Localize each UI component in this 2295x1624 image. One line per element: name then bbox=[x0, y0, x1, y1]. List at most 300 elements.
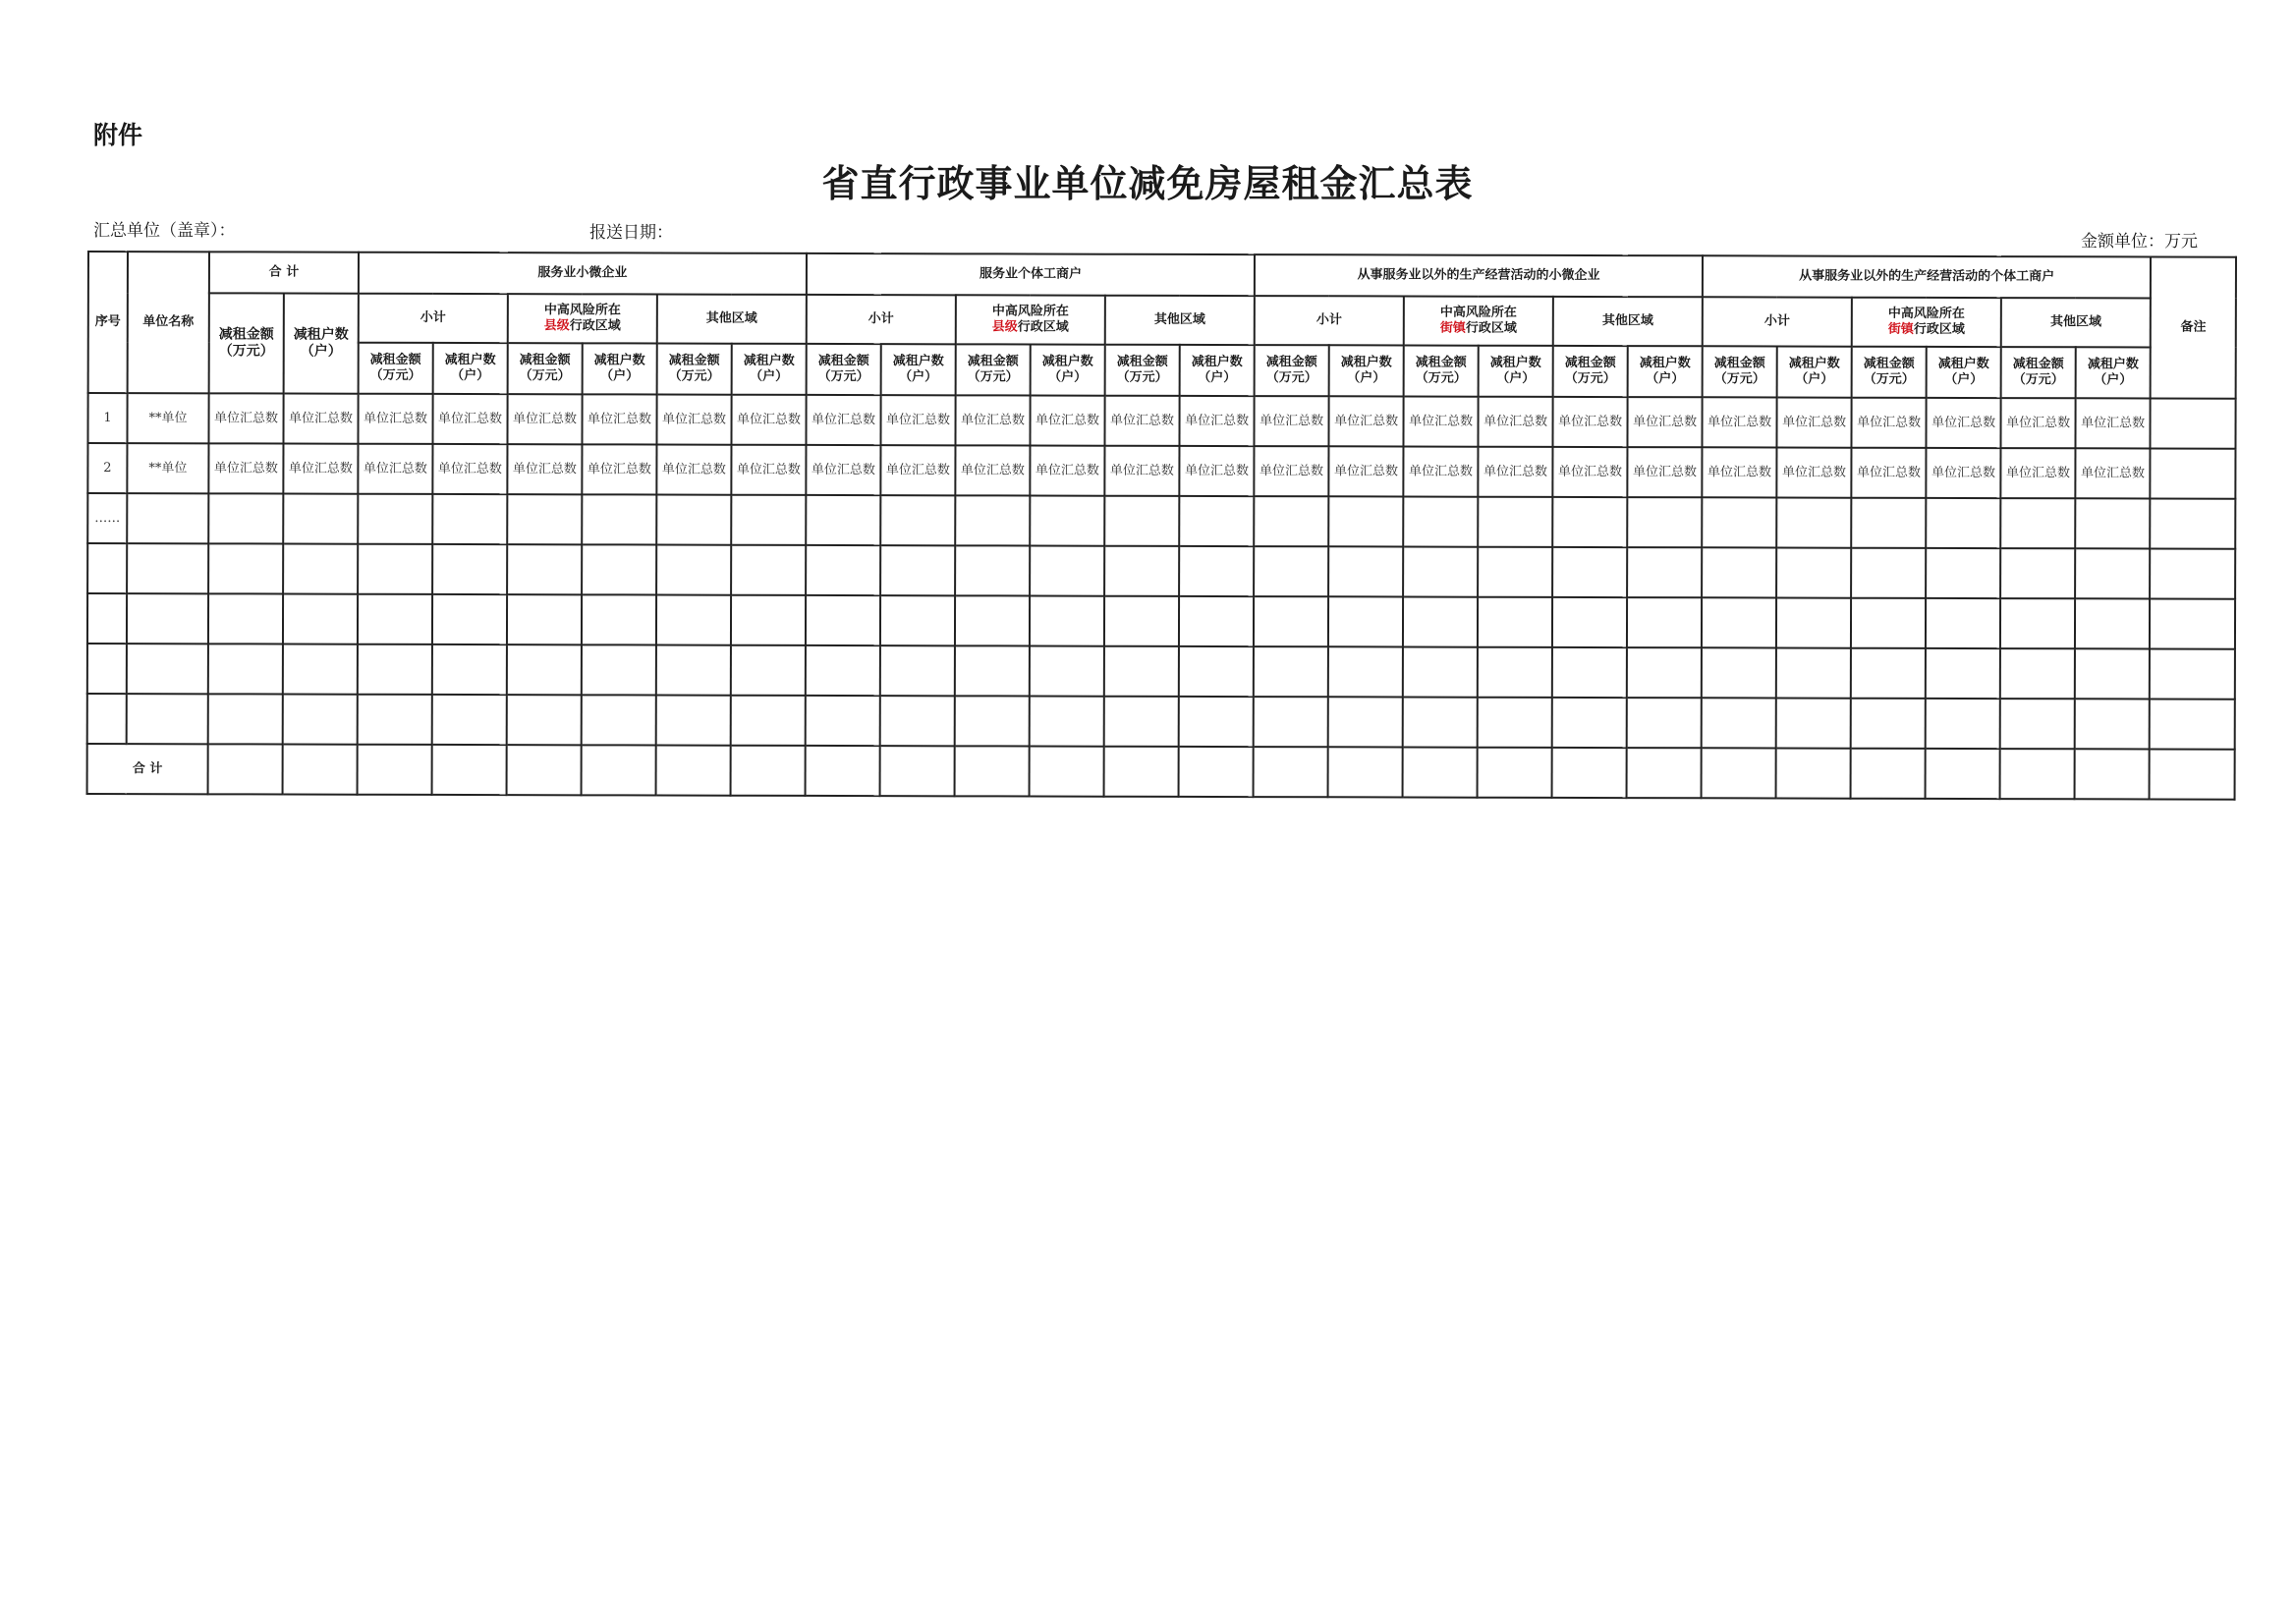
header-group-3: 从事服务业以外的生产经营活动的小微企业 bbox=[1255, 254, 1703, 297]
total-cell bbox=[283, 745, 358, 795]
data-cell: 单位汇总数 bbox=[1254, 446, 1328, 496]
total-cell bbox=[1254, 747, 1328, 797]
high-risk-level: 街镇 bbox=[1439, 320, 1466, 336]
data-cell: 单位汇总数 bbox=[731, 445, 806, 495]
data-cell bbox=[1851, 648, 1926, 699]
data-cell: 单位汇总数 bbox=[806, 445, 880, 495]
data-cell bbox=[1179, 596, 1254, 646]
data-cell bbox=[2000, 648, 2075, 699]
data-cell: 单位汇总数 bbox=[1404, 397, 1479, 447]
data-cell bbox=[358, 494, 432, 544]
data-cell bbox=[432, 594, 507, 644]
data-cell bbox=[208, 694, 283, 744]
header-subtotal-4: 小计 bbox=[1703, 297, 1852, 346]
total-cell bbox=[1926, 749, 2000, 799]
high-risk-prefix: 中高风险所在 bbox=[1887, 307, 1965, 322]
data-cell bbox=[1702, 497, 1776, 547]
row-remark bbox=[2151, 398, 2236, 448]
header-high-risk-4 bbox=[1852, 298, 2001, 347]
header-col-amount: 减租金额（万元） bbox=[807, 344, 881, 395]
row-unit-name bbox=[127, 593, 208, 644]
data-cell: 单位汇总数 bbox=[1926, 448, 2000, 498]
data-cell bbox=[1478, 547, 1552, 597]
data-cell bbox=[1702, 547, 1776, 597]
data-cell bbox=[1926, 699, 2000, 749]
data-cell bbox=[1328, 646, 1403, 697]
data-cell bbox=[283, 544, 358, 594]
data-cell bbox=[1403, 597, 1478, 647]
total-cell bbox=[1030, 747, 1104, 797]
data-cell bbox=[1030, 697, 1104, 747]
data-cell: 单位汇总数 bbox=[1255, 396, 1329, 446]
header-group-4: 从事服务业以外的生产经营活动的个体工商户 bbox=[1703, 255, 2151, 298]
data-cell bbox=[1403, 647, 1478, 698]
data-cell bbox=[208, 493, 283, 543]
data-cell: 单位汇总数 bbox=[1328, 446, 1403, 496]
data-cell bbox=[731, 645, 806, 696]
data-cell bbox=[507, 695, 582, 745]
header-total-count: 减租户数（户） bbox=[284, 294, 359, 394]
data-cell bbox=[806, 545, 880, 595]
total-cell bbox=[1478, 748, 1552, 798]
data-cell bbox=[1179, 496, 1254, 546]
header-other-4: 其他区域 bbox=[2001, 298, 2151, 347]
header-col-amount: 减租金额（万元） bbox=[1255, 345, 1329, 396]
data-cell: 单位汇总数 bbox=[1030, 396, 1104, 446]
row-seq bbox=[87, 644, 127, 694]
data-cell bbox=[2000, 699, 2075, 749]
data-cell bbox=[432, 494, 507, 544]
data-cell bbox=[955, 495, 1030, 545]
high-risk-prefix: 中高风险所在 bbox=[991, 304, 1069, 320]
data-cell bbox=[2000, 498, 2075, 548]
data-cell: 单位汇总数 bbox=[208, 393, 283, 443]
row-remark bbox=[2150, 648, 2235, 699]
data-cell bbox=[507, 644, 582, 695]
high-risk-suffix: 行政区域 bbox=[569, 318, 621, 334]
row-remark bbox=[2150, 598, 2235, 648]
data-cell bbox=[1552, 698, 1627, 748]
row-remark bbox=[2150, 498, 2235, 548]
data-cell bbox=[1104, 596, 1179, 646]
data-cell: 单位汇总数 bbox=[1627, 447, 1702, 497]
data-cell bbox=[1328, 546, 1403, 596]
table-row bbox=[87, 393, 2235, 449]
data-cell bbox=[880, 645, 955, 696]
data-cell bbox=[1926, 498, 2000, 548]
high-risk-level: 县级 bbox=[991, 319, 1018, 335]
data-cell bbox=[1627, 547, 1702, 597]
table-row bbox=[87, 543, 2235, 599]
data-cell bbox=[507, 494, 582, 544]
data-cell bbox=[1179, 546, 1254, 596]
data-cell bbox=[656, 495, 731, 545]
high-risk-level: 县级 bbox=[543, 318, 570, 334]
header-col-amount: 减租金额（万元） bbox=[1703, 346, 1777, 397]
header-high-risk-2 bbox=[956, 295, 1105, 344]
total-cell bbox=[1552, 748, 1627, 798]
data-cell bbox=[1552, 597, 1627, 647]
data-cell bbox=[582, 594, 656, 644]
header-col-count: 减租户数（户） bbox=[1479, 346, 1553, 397]
data-cell bbox=[731, 545, 806, 595]
header-total-amount: 减租金额（万元） bbox=[209, 293, 284, 393]
data-cell: 单位汇总数 bbox=[1702, 447, 1776, 497]
header-subtotal-1: 小计 bbox=[359, 294, 508, 343]
data-cell bbox=[1627, 698, 1702, 748]
data-cell bbox=[582, 494, 656, 544]
header-col-amount: 减租金额（万元） bbox=[1852, 347, 1927, 398]
data-cell bbox=[955, 545, 1030, 595]
high-risk-suffix: 行政区域 bbox=[1465, 320, 1517, 336]
data-cell: 单位汇总数 bbox=[731, 395, 806, 445]
data-cell bbox=[1104, 546, 1179, 596]
data-cell bbox=[2075, 498, 2150, 548]
data-cell bbox=[2075, 699, 2150, 749]
data-cell bbox=[208, 543, 283, 593]
data-cell: 单位汇总数 bbox=[1329, 396, 1404, 446]
data-cell bbox=[1776, 598, 1851, 648]
data-cell bbox=[1403, 547, 1478, 597]
data-cell bbox=[582, 544, 656, 594]
data-cell: 单位汇总数 bbox=[656, 445, 731, 495]
data-cell bbox=[1030, 646, 1104, 697]
data-cell bbox=[1478, 698, 1552, 748]
data-cell bbox=[358, 544, 432, 594]
data-cell bbox=[880, 696, 955, 746]
header-col-amount: 减租金额（万元） bbox=[956, 344, 1031, 395]
data-cell: 单位汇总数 bbox=[880, 395, 955, 445]
header-high-risk-1 bbox=[508, 294, 657, 343]
data-cell bbox=[1328, 596, 1403, 646]
total-cell bbox=[955, 746, 1030, 796]
table-row bbox=[87, 593, 2235, 649]
data-cell: 单位汇总数 bbox=[1852, 398, 1927, 448]
data-cell: 单位汇总数 bbox=[1703, 397, 1777, 447]
high-risk-suffix: 行政区域 bbox=[1017, 319, 1069, 335]
data-cell bbox=[358, 594, 432, 644]
row-unit-name bbox=[127, 644, 208, 694]
total-cell bbox=[2000, 749, 2075, 799]
data-cell: 单位汇总数 bbox=[2000, 448, 2075, 498]
data-cell bbox=[283, 695, 358, 745]
header-other-2: 其他区域 bbox=[1105, 296, 1255, 345]
data-cell: 单位汇总数 bbox=[358, 394, 432, 444]
data-cell bbox=[2075, 548, 2150, 598]
header-col-amount: 减租金额（万元） bbox=[1105, 345, 1180, 396]
data-cell bbox=[955, 696, 1030, 746]
data-cell: 单位汇总数 bbox=[2076, 398, 2151, 448]
unit-label: 金额单位：万元 bbox=[2081, 232, 2198, 252]
data-cell bbox=[955, 595, 1030, 645]
rent-reduction-table bbox=[86, 251, 2238, 801]
data-cell bbox=[358, 644, 432, 695]
row-unit-name bbox=[127, 493, 208, 543]
data-cell bbox=[1478, 597, 1552, 647]
total-cell bbox=[1627, 748, 1702, 798]
data-cell bbox=[806, 696, 880, 746]
table-row bbox=[87, 694, 2235, 750]
header-col-count: 减租户数（户） bbox=[1927, 347, 2001, 398]
table-row bbox=[87, 493, 2235, 549]
high-risk-suffix: 行政区域 bbox=[1913, 321, 1965, 338]
high-risk-level: 街镇 bbox=[1887, 321, 1914, 337]
total-label: 合 计 bbox=[87, 744, 208, 794]
data-cell bbox=[1627, 647, 1702, 698]
date-label: 报送日期： bbox=[589, 223, 673, 243]
data-cell bbox=[507, 594, 582, 644]
data-cell bbox=[1552, 497, 1627, 547]
header-col-count: 减租户数（户） bbox=[1777, 347, 1852, 398]
header-col-amount: 减租金额（万元） bbox=[508, 343, 583, 394]
data-cell bbox=[358, 695, 432, 745]
header-other-1: 其他区域 bbox=[657, 295, 807, 344]
data-cell bbox=[2000, 548, 2075, 598]
header-group-2: 服务业个体工商户 bbox=[807, 253, 1255, 296]
data-cell bbox=[1403, 497, 1478, 547]
total-cell bbox=[1851, 749, 1926, 799]
header-remark: 备注 bbox=[2151, 256, 2236, 398]
data-cell: 单位汇总数 bbox=[1776, 448, 1851, 498]
data-cell bbox=[1851, 598, 1926, 648]
header-col-amount: 减租金额（万元） bbox=[2001, 347, 2076, 398]
data-cell bbox=[1926, 548, 2000, 598]
page-title: 省直行政事业单位减免房屋租金汇总表 bbox=[821, 161, 1474, 205]
data-cell: 单位汇总数 bbox=[955, 445, 1030, 495]
total-cell bbox=[432, 745, 507, 795]
row-seq: 1 bbox=[87, 393, 127, 443]
header-col-count: 减租户数（户） bbox=[1180, 345, 1255, 396]
total-cell bbox=[2075, 749, 2150, 799]
data-cell: 单位汇总数 bbox=[1030, 446, 1104, 496]
data-cell bbox=[1552, 647, 1627, 698]
data-cell: 单位汇总数 bbox=[283, 394, 358, 444]
data-cell bbox=[1179, 697, 1254, 747]
data-cell bbox=[1776, 548, 1851, 598]
row-seq bbox=[87, 694, 127, 744]
data-cell: 单位汇总数 bbox=[1777, 398, 1852, 448]
header-total: 合 计 bbox=[209, 252, 359, 293]
data-cell bbox=[432, 695, 507, 745]
header-seq: 序号 bbox=[88, 252, 128, 393]
data-cell: 单位汇总数 bbox=[582, 444, 656, 494]
total-cell bbox=[1776, 749, 1851, 799]
data-cell bbox=[1776, 699, 1851, 749]
data-cell bbox=[731, 595, 806, 645]
data-cell bbox=[806, 645, 880, 696]
total-cell bbox=[208, 744, 283, 794]
data-cell bbox=[1851, 498, 1926, 548]
data-cell: 单位汇总数 bbox=[955, 395, 1030, 445]
data-cell bbox=[1702, 647, 1776, 698]
data-cell: 单位汇总数 bbox=[432, 444, 507, 494]
data-cell bbox=[283, 594, 358, 644]
row-remark bbox=[2151, 448, 2236, 498]
header-col-count: 减租户数（户） bbox=[1329, 345, 1404, 396]
data-cell bbox=[1104, 646, 1179, 697]
total-cell bbox=[358, 745, 432, 795]
data-cell: 单位汇总数 bbox=[2001, 398, 2076, 448]
data-cell bbox=[1254, 546, 1328, 596]
header-col-count: 减租户数（户） bbox=[732, 344, 807, 395]
data-cell bbox=[1104, 496, 1179, 546]
data-cell: 单位汇总数 bbox=[1478, 447, 1552, 497]
data-cell: 单位汇总数 bbox=[2075, 448, 2150, 498]
header-col-count: 减租户数（户） bbox=[1628, 346, 1703, 397]
data-cell: 单位汇总数 bbox=[807, 395, 881, 445]
data-cell bbox=[1851, 548, 1926, 598]
data-cell bbox=[582, 644, 656, 695]
data-cell: 单位汇总数 bbox=[1628, 397, 1703, 447]
data-cell bbox=[1254, 697, 1328, 747]
row-remark bbox=[2150, 699, 2235, 749]
header-group-1: 服务业小微企业 bbox=[359, 252, 807, 295]
row-seq bbox=[87, 593, 127, 644]
header-col-amount: 减租金额（万元） bbox=[1553, 346, 1628, 397]
data-cell bbox=[283, 644, 358, 695]
row-remark bbox=[2150, 548, 2235, 598]
header-col-count: 减租户数（户） bbox=[2076, 347, 2151, 398]
data-cell: 单位汇总数 bbox=[1179, 396, 1254, 446]
data-cell bbox=[880, 545, 955, 595]
total-cell bbox=[1702, 748, 1776, 798]
data-cell bbox=[1403, 698, 1478, 748]
table-row bbox=[87, 644, 2235, 700]
total-cell bbox=[507, 745, 582, 795]
data-cell bbox=[1030, 546, 1104, 596]
data-cell bbox=[283, 494, 358, 544]
data-cell bbox=[1179, 646, 1254, 697]
header-subtotal-2: 小计 bbox=[807, 295, 956, 344]
data-cell bbox=[731, 696, 806, 746]
data-cell bbox=[955, 645, 1030, 696]
row-seq: 2 bbox=[87, 443, 127, 493]
data-cell: 单位汇总数 bbox=[1479, 397, 1553, 447]
data-cell: 单位汇总数 bbox=[1552, 447, 1627, 497]
data-cell bbox=[1627, 597, 1702, 647]
data-cell: 单位汇总数 bbox=[432, 394, 507, 444]
row-seq bbox=[87, 543, 127, 593]
data-cell bbox=[1851, 699, 1926, 749]
row-seq: …… bbox=[87, 493, 127, 543]
data-cell bbox=[880, 495, 955, 545]
data-cell: 单位汇总数 bbox=[656, 395, 731, 445]
data-cell: 单位汇总数 bbox=[1403, 447, 1478, 497]
header-col-amount: 减租金额（万元） bbox=[1404, 346, 1479, 397]
data-cell bbox=[1926, 598, 2000, 648]
data-cell: 单位汇总数 bbox=[1104, 446, 1179, 496]
total-cell bbox=[1179, 747, 1254, 797]
high-risk-prefix: 中高风险所在 bbox=[543, 303, 621, 318]
data-cell bbox=[432, 644, 507, 695]
data-cell bbox=[2075, 598, 2150, 648]
data-cell: 单位汇总数 bbox=[880, 445, 955, 495]
total-cell bbox=[806, 746, 880, 796]
data-cell bbox=[656, 545, 731, 595]
header-col-count: 减租户数（户） bbox=[881, 344, 956, 395]
data-cell bbox=[1030, 496, 1104, 546]
header-other-3: 其他区域 bbox=[1553, 297, 1703, 346]
data-cell bbox=[656, 645, 731, 696]
row-unit-name: **单位 bbox=[127, 443, 208, 493]
data-cell bbox=[2000, 598, 2075, 648]
header-subtotal-3: 小计 bbox=[1255, 296, 1404, 345]
data-cell bbox=[1328, 697, 1403, 747]
data-cell: 单位汇总数 bbox=[1104, 396, 1179, 446]
total-cell bbox=[1104, 747, 1179, 797]
table-row bbox=[87, 443, 2235, 499]
data-cell: 单位汇总数 bbox=[283, 444, 358, 494]
data-cell bbox=[1104, 697, 1179, 747]
row-unit-name: **单位 bbox=[127, 393, 208, 443]
data-cell: 单位汇总数 bbox=[582, 394, 656, 444]
total-cell bbox=[582, 745, 656, 795]
data-cell bbox=[1926, 648, 2000, 699]
data-cell bbox=[432, 544, 507, 594]
data-cell: 单位汇总数 bbox=[1179, 446, 1254, 496]
data-cell: 单位汇总数 bbox=[358, 444, 432, 494]
data-cell bbox=[1478, 647, 1552, 698]
data-cell bbox=[1254, 496, 1328, 546]
data-cell bbox=[507, 544, 582, 594]
org-label: 汇总单位（盖章）： bbox=[93, 221, 236, 241]
attachment-label: 附件 bbox=[93, 121, 143, 149]
data-cell bbox=[1030, 596, 1104, 646]
data-cell: 单位汇总数 bbox=[507, 444, 582, 494]
header-col-amount: 减租金额（万元） bbox=[359, 343, 433, 394]
total-cell bbox=[656, 746, 731, 796]
data-cell bbox=[1254, 596, 1328, 646]
data-cell bbox=[880, 595, 955, 645]
total-cell bbox=[1403, 748, 1478, 798]
data-cell bbox=[1776, 498, 1851, 548]
data-cell bbox=[2075, 648, 2150, 699]
total-cell bbox=[2150, 749, 2235, 799]
data-cell bbox=[582, 695, 656, 745]
data-cell bbox=[806, 495, 880, 545]
data-cell bbox=[806, 595, 880, 645]
high-risk-prefix: 中高风险所在 bbox=[1439, 306, 1517, 321]
header-col-count: 减租户数（户） bbox=[1031, 345, 1105, 396]
header-high-risk-3 bbox=[1404, 297, 1553, 346]
data-cell bbox=[1702, 698, 1776, 748]
data-cell bbox=[208, 644, 283, 694]
row-unit-name bbox=[127, 694, 208, 744]
data-cell bbox=[1776, 648, 1851, 699]
total-row bbox=[87, 744, 2235, 800]
data-cell: 单位汇总数 bbox=[208, 443, 283, 493]
data-cell bbox=[656, 595, 731, 645]
header-col-count: 减租户数（户） bbox=[583, 343, 657, 394]
data-cell bbox=[1328, 496, 1403, 546]
data-cell bbox=[1627, 497, 1702, 547]
data-cell bbox=[656, 696, 731, 746]
header-col-amount: 减租金额（万元） bbox=[657, 344, 732, 395]
total-cell bbox=[880, 746, 955, 796]
total-cell bbox=[1328, 747, 1403, 797]
data-cell bbox=[208, 593, 283, 644]
data-cell bbox=[1254, 646, 1328, 697]
data-cell: 单位汇总数 bbox=[507, 394, 582, 444]
data-cell: 单位汇总数 bbox=[1927, 398, 2001, 448]
header-unit-name: 单位名称 bbox=[128, 252, 209, 393]
row-unit-name bbox=[127, 543, 208, 593]
data-cell: 单位汇总数 bbox=[1851, 448, 1926, 498]
data-cell bbox=[1702, 597, 1776, 647]
header-col-count: 减租户数（户） bbox=[433, 343, 508, 394]
data-cell bbox=[731, 495, 806, 545]
data-cell: 单位汇总数 bbox=[1553, 397, 1628, 447]
